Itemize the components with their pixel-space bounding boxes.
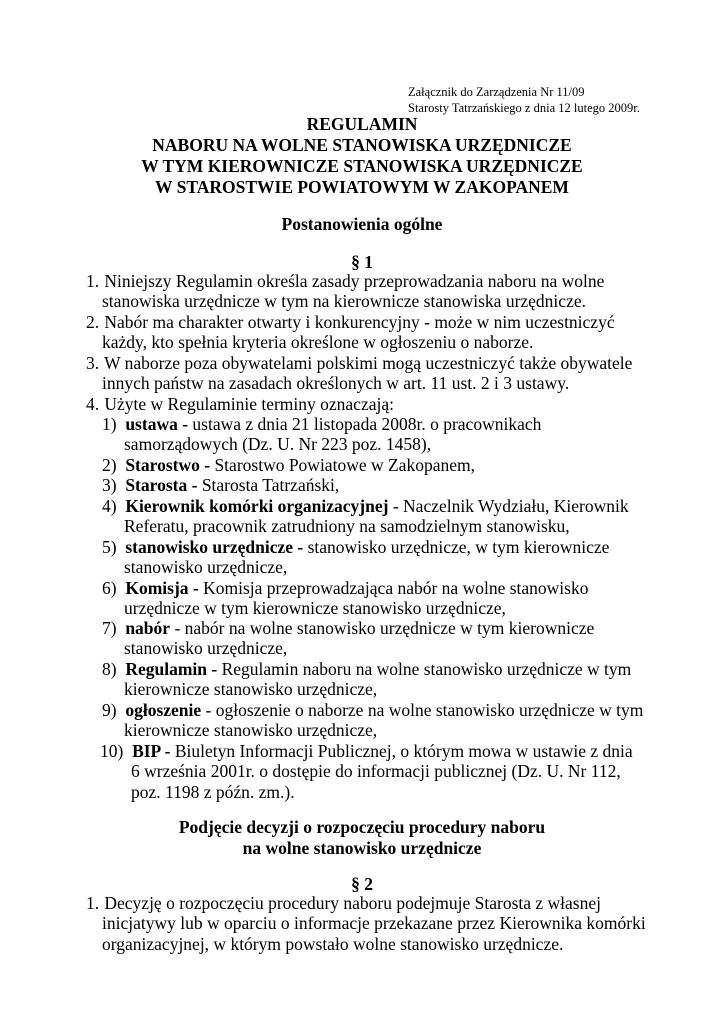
s1-p4-num: 4.	[86, 394, 100, 414]
s2-p1-num: 1.	[86, 893, 100, 913]
term-item	[102, 475, 339, 495]
annex-line-2: Starosty Tatrzańskiego z dnia 12 lutego 2009r.	[408, 101, 640, 115]
term-num: 6)	[102, 578, 117, 598]
title-line-1: REGULAMIN	[306, 114, 418, 134]
s1-p4-line1: Użyte w Regulaminie terminy oznaczają:	[104, 394, 394, 414]
term-desc-line2: stanowisko urzędnicze,	[124, 638, 288, 659]
term-desc-line1: Starosta Tatrzański,	[197, 475, 340, 495]
term-desc-line1: ustawa z dnia 21 listopada 2008r. o pracownikach	[188, 414, 542, 434]
term-item	[102, 700, 643, 741]
term-desc-line1: - ogłoszenie o naborze na wolne stanowisko urzędnicze w tym	[201, 700, 644, 720]
s2-p1-line1: Decyzję o rozpoczęciu procedury naboru podejmuje Starosta z własnej	[104, 893, 601, 913]
s1-p3-line2: innych państw na zasadach określonych w art. 11 ust. 2 i 3 ustawy.	[102, 373, 570, 394]
term-num: 4)	[102, 496, 117, 516]
term-desc-line1: - nabór na wolne stanowisko urzędnicze w tym kierownicze	[170, 618, 595, 638]
annex-note	[408, 84, 640, 116]
term-num: 2)	[102, 455, 117, 475]
term-item	[102, 537, 609, 578]
term-num: 5)	[102, 537, 117, 557]
term-desc-line2: stanowisko urzędnicze,	[124, 557, 288, 578]
s1-p2-num: 2.	[86, 312, 100, 332]
term-item	[102, 618, 594, 659]
section2-heading	[0, 817, 724, 859]
term-label: ogłoszenie	[125, 700, 202, 720]
term-label: Regulamin -	[125, 659, 218, 679]
term-label: Starosta -	[125, 475, 198, 495]
term-desc-line2: kierownicze stanowisko urzędnicze,	[124, 720, 378, 741]
annex-line-1: Załącznik do Zarządzenia Nr 11/09	[408, 85, 585, 99]
s1-p1-num: 1.	[86, 271, 100, 291]
term-desc-line2: urzędnicze w tym kierownicze stanowisko urzędnicze,	[124, 598, 506, 619]
section1-paragraph-sign: § 1	[351, 252, 373, 272]
term-desc-line2: 6 września 2001r. o dostępie do informacji publicznej (Dz. U. Nr 112,	[131, 761, 621, 782]
term-label: ustawa -	[125, 414, 189, 434]
s1-point-1	[86, 271, 604, 312]
term-label: Starostwo -	[125, 455, 211, 475]
s1-p3-line1: W naborze poza obywatelami polskimi mogą uczestniczyć także obywatele	[104, 353, 633, 373]
s1-point-3	[86, 353, 632, 394]
term-item	[102, 455, 475, 475]
term-desc-line2: Referatu, pracownik zatrudniony na samodzielnym stanowisku,	[124, 516, 570, 537]
term-desc-line2: kierownicze stanowisko urzędnicze,	[124, 679, 378, 700]
term-label: Komisja -	[125, 578, 199, 598]
s1-point-4	[86, 394, 394, 414]
term-num: 1)	[102, 414, 117, 434]
term-item	[102, 496, 629, 537]
s2-point-1	[86, 893, 646, 954]
term-num: 9)	[102, 700, 117, 720]
section2-paragraph-sign: § 2	[351, 874, 373, 894]
term-desc-line1: Komisja przeprowadzająca nabór na wolne stanowisko	[198, 578, 589, 598]
s2-p1-line2: inicjatywy lub w oparciu o informacje przekazane przez Kierownika komórki	[102, 913, 646, 934]
s1-p2-line1: Nabór ma charakter otwarty i konkurencyjny - może w nim uczestniczyć	[104, 312, 615, 332]
term-label: Kierownik komórki organizacyjnej	[125, 496, 389, 516]
title-line-2: NABORU NA WOLNE STANOWISKA URZĘDNICZE	[152, 135, 572, 155]
term-desc-line1: - Naczelnik Wydziału, Kierownik	[388, 496, 629, 516]
s2-p1-line3: organizacyjnej, w którym powstało wolne stanowisko urzędnicze.	[102, 933, 564, 954]
s1-p1-line2: stanowiska urzędnicze w tym na kierownicze stanowiska urzędnicze.	[102, 291, 586, 312]
s1-p3-num: 3.	[86, 353, 100, 373]
s1-p1-line1: Niniejszy Regulamin określa zasady przeprowadzania naboru na wolne	[104, 271, 605, 291]
title-line-4: W STAROSTWIE POWIATOWYM W ZAKOPANEM	[155, 177, 569, 197]
document-title	[0, 114, 724, 198]
term-desc-line1: Biuletyn Informacji Publicznej, o którym mowa w ustawie z dnia	[170, 741, 633, 761]
term-num: 3)	[102, 475, 117, 495]
term-desc-line2: samorządowych (Dz. U. Nr 223 poz. 1458),	[124, 434, 432, 455]
s1-p2-line2: każdy, kto spełnia kryteria określone w ogłoszeniu o naborze.	[102, 332, 534, 353]
term-desc-line1: stanowisko urzędnicze, w tym kierownicze	[303, 537, 610, 557]
term-item	[102, 578, 588, 619]
term-label: BIP -	[132, 741, 171, 761]
term-item	[102, 659, 631, 700]
term-desc-line3: poz. 1198 z późn. zm.).	[131, 781, 295, 802]
title-line-3: W TYM KIEROWNICZE STANOWISKA URZĘDNICZE	[141, 156, 583, 176]
term-item	[100, 741, 633, 802]
term-label: stanowisko urzędnicze -	[125, 537, 304, 557]
term-label: nabór	[125, 618, 171, 638]
section2-heading-line2: na wolne stanowisko urzędnicze	[242, 838, 482, 858]
term-num: 10)	[100, 741, 124, 761]
s1-point-2	[86, 312, 615, 353]
term-desc-line1: Regulamin naboru na wolne stanowisko urzędnicze w tym	[217, 659, 632, 679]
term-item	[102, 414, 541, 455]
term-num: 8)	[102, 659, 117, 679]
section2-heading-line1: Podjęcie decyzji o rozpoczęciu procedury naboru	[178, 817, 546, 837]
term-num: 7)	[102, 618, 117, 638]
section1-heading: Postanowienia ogólne	[281, 214, 443, 234]
term-desc-line1: Starostwo Powiatowe w Zakopanem,	[210, 455, 475, 475]
